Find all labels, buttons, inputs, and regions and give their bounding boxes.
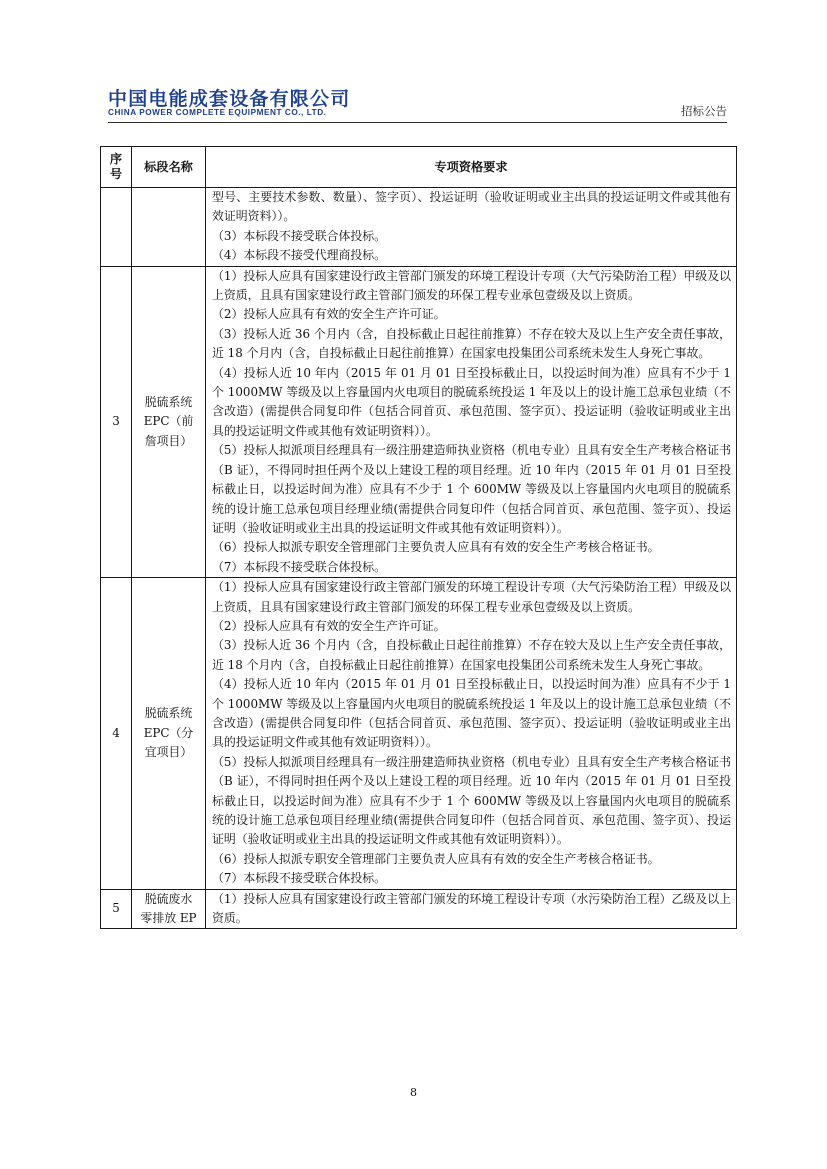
header-divider: [108, 122, 727, 123]
lot-name-line: 零排放 EP: [140, 911, 197, 926]
requirement-item: （7）本标段不接受联合体投标。: [212, 559, 387, 574]
requirement-item: （4）投标人近 10 年内（2015 年 01 月 01 日至投标截止日，以投运时间为准）应具有不少于 1 个 1000MW 等级及以上容量国内火电项目的脱硫系统投运 1 年及以上的设计施工总承包业绩（不含改造）(需提供合同复印件（包括合同首页、承包范围、签字页）、投运证明（验收证明或业主出具的投运证明文件或其他有效证明资料））。: [212, 365, 731, 438]
document-type-label: 招标公告: [681, 104, 727, 118]
table-body: [101, 188, 737, 929]
requirement-item: （6）投标人拟派专职安全管理部门主要负责人应具有有效的安全生产考核合格证书。: [212, 851, 660, 866]
qualification-table: [100, 146, 737, 929]
requirement-item: （4）投标人近 10 年内（2015 年 01 月 01 日至投标截止日，以投运时间为准）应具有不少于 1 个 1000MW 等级及以上容量国内火电项目的脱硫系统投运 1 年及以上的设计施工总承包业绩（不含改造）(需提供合同复印件（包括合同首页、承包范围、签字页）、投运证明（验收证明或业主出具的投运证明文件或其他有效证明资料））。: [212, 677, 731, 750]
requirement-item: （6）投标人拟派专职安全管理部门主要负责人应具有有效的安全生产考核合格证书。: [212, 540, 660, 555]
requirement-item: （7）本标段不接受联合体投标。: [212, 871, 387, 886]
requirement-item: （3）本标段不接受联合体投标。: [212, 228, 387, 243]
requirement-item: （5）投标人拟派项目经理具有一级注册建造师执业资格（机电专业）且具有安全生产考核合格证书（B 证），不得同时担任两个及以上建设工程的项目经理。近 10 年内（2015 年 01 月 01 日至投标截止日，以投运时间为准）应具有不少于 1 个 600MW 等级及以上容量国内火电项目的脱硫系统的设计施工总承包项目经理业绩(需提供合同复印件（包括合同首页、承包范围、签字页）、投运证明（验收证明或业主出具的投运证明文件或其他有效证明资料））。: [212, 443, 731, 535]
company-logo-english: CHINA POWER COMPLETE EQUIPMENT CO., LTD.: [108, 108, 327, 117]
requirement-item: （4）本标段不接受代理商投标。: [212, 248, 387, 263]
column-header-number: 序 号: [101, 147, 132, 188]
lot-name-line: 脱硫系统: [144, 706, 193, 721]
requirement-item: 型号、主要技术参数、数量）、签字页）、投运证明（验收证明或业主出具的投运证明文件或其他有效证明资料））。: [212, 190, 731, 224]
table-row: [101, 889, 737, 929]
lot-name-line: 脱硫系统: [144, 394, 193, 409]
requirement-item: （3）投标人近 36 个月内（含，自投标截止日起往前推算）不存在较大及以上生产安全责任事故，近 18 个月内（含，自投标截止日起往前推算）在国家电投集团公司系统未发生人身死亡事故。: [212, 638, 731, 672]
page-number: 8: [410, 1086, 417, 1099]
column-header-requirements: 专项资格要求: [206, 147, 737, 188]
row-number-cell: 4: [101, 578, 132, 890]
table-row: [101, 188, 737, 267]
requirements-cell: [206, 578, 737, 890]
requirement-item: （2）投标人应具有有效的安全生产许可证。: [212, 618, 446, 633]
requirement-item: （1）投标人应具有国家建设行政主管部门颁发的环境工程设计专项（大气污染防治工程）甲级及以上资质，且具有国家建设行政主管部门颁发的环保工程专业承包壹级及以上资质。: [212, 268, 731, 303]
lot-name-line: EPC（分: [143, 725, 194, 740]
company-logo-chinese: 中国电能成套设备有限公司: [108, 88, 351, 110]
requirement-item: （5）投标人拟派项目经理具有一级注册建造师执业资格（机电专业）且具有安全生产考核合格证书（B 证），不得同时担任两个及以上建设工程的项目经理。近 10 年内（2015 年 01 月 01 日至投标截止日，以投运时间为准）应具有不少于 1 个 600MW 等级及以上容量国内火电项目的脱硫系统的设计施工总承包项目经理业绩(需提供合同复印件（包括合同首页、承包范围、签字页）、投运证明（验收证明或业主出具的投运证明文件或其他有效证明资料））。: [212, 754, 731, 847]
requirements-cell: [206, 889, 737, 929]
table-row: [101, 578, 737, 890]
lot-name-line: 脱硫废水: [144, 891, 193, 906]
page-header: [108, 84, 727, 120]
column-header-lot-name: 标段名称: [132, 147, 206, 188]
lot-name-cell: [132, 188, 206, 267]
row-number-cell: 5: [101, 889, 132, 929]
requirement-item: （1）投标人应具有国家建设行政主管部门颁发的环境工程设计专项（水污染防治工程）乙级及以上资质。: [212, 891, 731, 926]
table-row: [101, 266, 737, 578]
requirements-cell: [206, 188, 737, 267]
lot-name-cell: [132, 889, 206, 929]
row-number-cell: 3: [101, 266, 132, 578]
lot-name-line: 宜项目）: [144, 745, 193, 760]
lot-name-cell: [132, 266, 206, 578]
requirement-item: （3）投标人近 36 个月内（含，自投标截止日起往前推算）不存在较大及以上生产安全责任事故，近 18 个月内（含，自投标截止日起往前推算）在国家电投集团公司系统未发生人身死亡事故。: [212, 326, 731, 361]
row-number-cell: [101, 188, 132, 267]
requirement-item: （1）投标人应具有国家建设行政主管部门颁发的环境工程设计专项（大气污染防治工程）甲级及以上资质，且具有国家建设行政主管部门颁发的环保工程专业承包壹级及以上资质。: [212, 580, 731, 614]
lot-name-line: 詹项目）: [144, 433, 193, 448]
lot-name-cell: [132, 578, 206, 890]
requirement-item: （2）投标人应具有有效的安全生产许可证。: [212, 307, 446, 322]
requirements-cell: [206, 266, 737, 578]
lot-name-line: EPC（前: [143, 414, 194, 429]
table-header-row: [101, 147, 737, 188]
